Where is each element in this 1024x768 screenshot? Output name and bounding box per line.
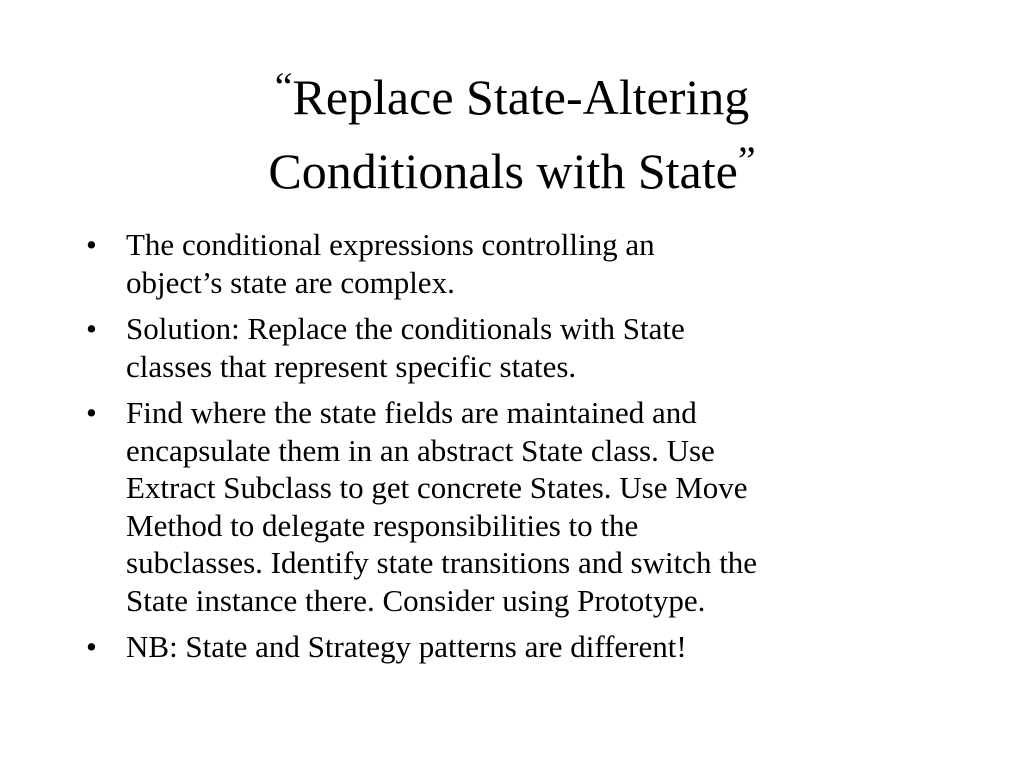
bullet-item (82, 394, 962, 619)
bullet-text-line: The conditional expressions controlling an (126, 227, 655, 262)
title-line-1: Replace State-Altering (292, 69, 750, 125)
bullet-text-line: NB: State and Strategy patterns are different! (126, 629, 687, 664)
bullet-dot-icon: • (86, 311, 97, 346)
bullet-dot-icon: • (86, 629, 97, 664)
bullet-text-line: State instance there. Consider using Prototype. (126, 582, 706, 618)
slide-title (0, 62, 1024, 210)
bullet-text-line: object’s state are complex. (126, 264, 455, 300)
bullet-dot-icon: • (86, 395, 97, 430)
bullet-text-line: subclasses. Identify state transitions and switch the (126, 545, 758, 580)
bullet-text-line: Solution: Replace the conditionals with State (126, 311, 685, 346)
bullet-item (82, 226, 962, 301)
bullet-text-line: classes that represent specific states. (126, 348, 577, 384)
title-line-2: Conditionals with State (268, 143, 738, 199)
bullet-item (82, 628, 962, 666)
bullet-text-line: Method to delegate responsibilities to the (126, 507, 639, 543)
title-open-quote: “ (274, 64, 293, 109)
bullet-text-line: Extract Subclass to get concrete States. Use Move (126, 470, 748, 505)
bullet-text-line: encapsulate them in an abstract State class. Use (126, 432, 715, 468)
bullet-text-line: Find where the state fields are maintained and (126, 395, 697, 430)
bullet-list (82, 226, 962, 675)
bullet-item (82, 310, 962, 385)
bullet-dot-icon: • (86, 227, 97, 262)
title-close-quote: ” (737, 138, 756, 183)
